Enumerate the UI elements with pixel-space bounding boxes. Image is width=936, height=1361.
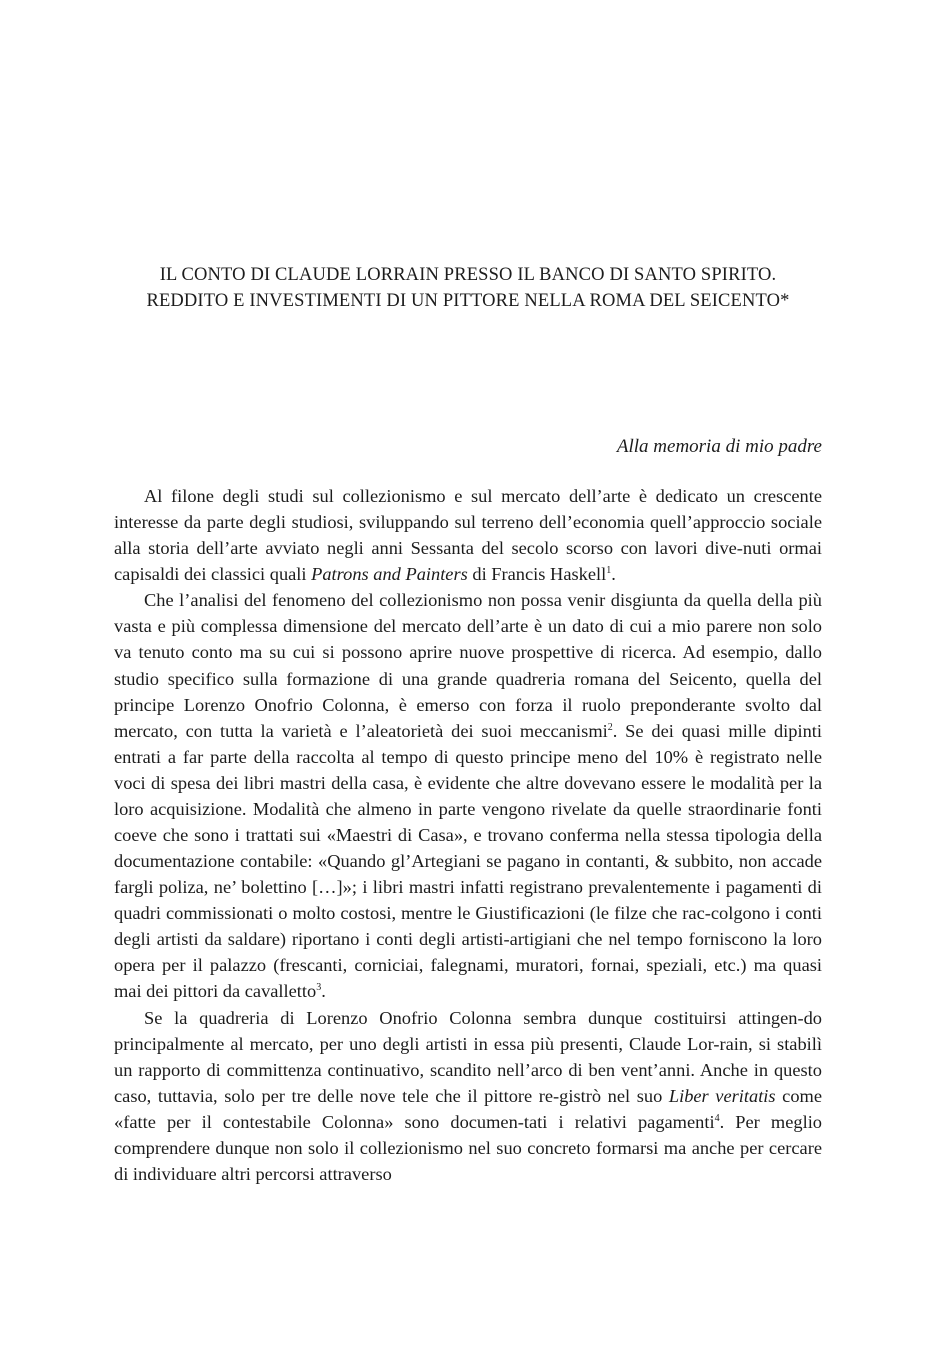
article-title	[0, 262, 936, 314]
paragraph-3-text-a: Se la quadreria di Lorenzo Onofrio Colonna sembra dunque costituirsi attingen-do principalmente al mercato, per uno degli artisti in essa più presenti, Claude Lor-rain, si stabilì un rapporto di committenza continuativo, scandito nell’arco di ben vent’anni. Anche in questo caso, tuttavia, solo per tre delle nove tele che il pittore re-gistrò nel suo	[114, 1007, 822, 1106]
dedication: Alla memoria di mio padre	[616, 436, 822, 457]
title-line-1: IL CONTO DI CLAUDE LORRAIN PRESSO IL BANCO DI SANTO SPIRITO.	[159, 265, 777, 285]
paragraph-1-text-b: di Francis Haskell	[467, 564, 607, 585]
book-title-patrons-and-painters: Patrons and Painters	[311, 564, 468, 585]
footnote-ref-4[interactable]: 4	[714, 1112, 720, 1124]
paragraph-3-text-c: . Per meglio comprendere dunque non solo il collezionismo nel suo concreto formarsi ma anche per cercare di individuare altri percorsi attraverso	[114, 1111, 822, 1185]
paragraph-1-text-c: .	[611, 564, 616, 585]
paragraph-1-text-a: Al filone degli studi sul collezionismo e sul mercato dell’arte è dedicato un crescente interesse da parte degli studiosi, sviluppando sul terreno dell’economia quell’approccio sociale alla storia dell’arte avviato negli anni Sessanta del secolo scorso con lavori dive-nuti ormai capisaldi dei classici quali	[114, 486, 822, 585]
footnote-ref-1[interactable]: 1	[606, 565, 612, 577]
article-body	[114, 483, 822, 1187]
paragraph-2-text-a: Che l’analisi del fenomeno del collezionismo non possa venir disgiunta da quella della più vasta e più complessa dimensione del mercato dell’arte è un dato di cui a mio parere non solo va tenuto conto ma su cui si possono aprire nuove prospettive di ricerca. Ad esempio, dallo studio specifico sulla formazione di una grande quadreria romana del Seicento, quella del principe Lorenzo Onofrio Colonna, è emerso con forza il ruolo preponderante svolto dal mercato, con tutta la varietà e l’aleatorietà dei suoi meccanismi	[114, 590, 822, 741]
title-line-2: REDDITO E INVESTIMENTI DI UN PITTORE NELLA ROMA DEL SEICENTO*	[146, 291, 790, 311]
paragraph-2-text-c: .	[321, 981, 326, 1002]
paragraph-2	[114, 587, 822, 1004]
paragraph-3-text-b: come «fatte per il contestabile Colonna» sono documen-tati i relativi pagamenti	[114, 1085, 822, 1132]
footnote-ref-2[interactable]: 2	[607, 721, 613, 733]
book-title-liber-veritatis: Liber veritatis	[668, 1085, 776, 1106]
paragraph-3	[114, 1005, 822, 1188]
paragraph-2-text-b: . Se dei quasi mille dipinti entrati a far parte della raccolta al tempo di questo principe meno del 10% è registrato nelle voci di spesa dei libri mastri della casa, è evidente che altre dovevano essere le modalità per la loro acquisizione. Modalità che almeno in parte vengono rivelate da quelle straordinarie fonti coeve che sono i trattati sui «Maestri di Casa», e trovano conferma nella stessa tipologia della documentazione contabile: «Quando gl’Artegiani se pagano in contanti, & subbito, non accade fargli poliza, ne’ bolettino […]»; i libri mastri infatti registrano prevalentemente i pagamenti di quadri commissionati o molto costosi, mentre le Giustificazioni (le filze che rac-colgono i conti degli artisti da saldare) riportano i conti degli artisti-artigiani che nel tempo forniscono la loro opera per il palazzo (frescanti, corniciai, falegnami, muratori, fornai, speziali, etc.) ma quasi mai dei pittori da cavalletto	[114, 720, 822, 1002]
footnote-ref-3[interactable]: 3	[316, 982, 322, 994]
paragraph-1	[114, 483, 822, 587]
